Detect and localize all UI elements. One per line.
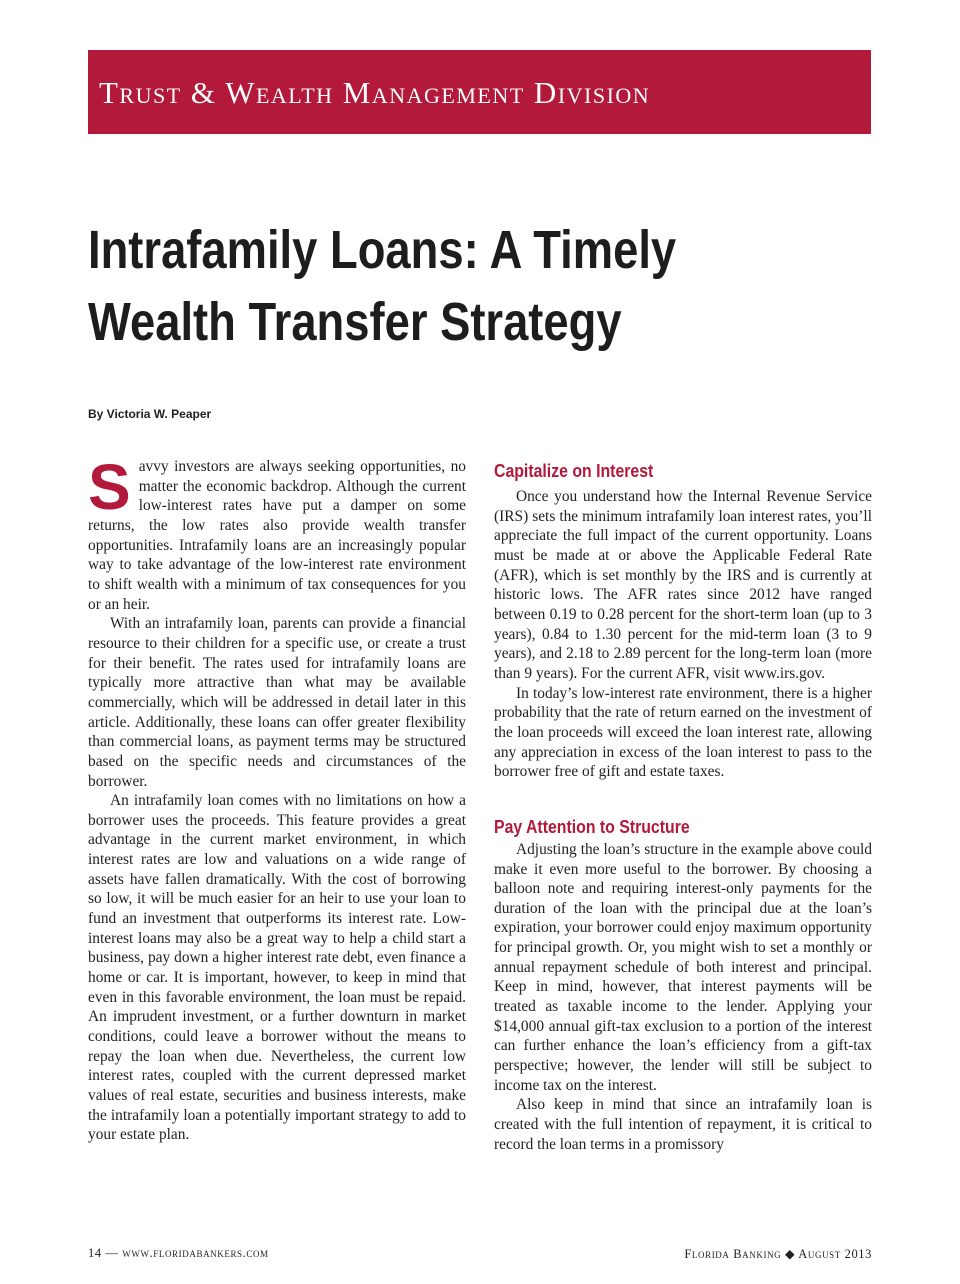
footer-page-info: 14 — www.floridabankers.com [88, 1246, 269, 1260]
paragraph-4: Once you understand how the Internal Revenue Service (IRS) sets the minimum intrafamily loan interest rates, you’ll appreciate the full impact of the current opportunity. Loans must be made at or above the Applicable Federal Rate (AFR), which is set monthly by the IRS and is currently at historic lows. The AFR rates since 2012 have ranged between 0.19 to 0.28 percent for the short-term loan (up to 3 years), 0.84 to 1.30 percent for the mid-term loan (3 to 9 years), and 2.18 to 2.89 percent for the long-term loan (more than 9 years). For the current AFR, visit www.irs.gov. [494, 488, 872, 682]
right-column [494, 457, 872, 1154]
drop-cap: S [88, 451, 131, 523]
paragraph-6: Adjusting the loan’s structure in the example above could make it even more useful to the borrower. By choosing a balloon note and requiring interest-only payments for the duration of the loan with the principal due at the loan’s expiration, your borrower could enjoy maximum opportunity for principal growth. Or, you might wish to set a monthly or annual repayment schedule of both interest and principal. Keep in mind, however, that interest payments will be treated as taxable income to the lender. Applying your $14,000 annual gift-tax exclusion to a portion of the interest can further enhance the loan’s efficiency from a gift-tax perspective; however, the lender will still be subject to income tax on the interest. [494, 840, 872, 1094]
division-banner [88, 50, 871, 134]
paragraph-7: Also keep in mind that since an intrafamily loan is created with the full intention of repayment, it is critical to record the loan terms in a promissory [494, 1096, 872, 1153]
paragraph-1 [88, 451, 466, 614]
title-line-1: Intrafamily Loans: A Timely [88, 220, 677, 280]
paragraph-3: An intrafamily loan comes with no limitations on how a borrower uses the proceeds. This feature provides a great advantage in the current market environment, in which interest rates are low and valuations on a wide range of assets have fallen dramatically. With the cost of borrowing so low, it will be much easier for an heir to use your loan to fund an investment that outperforms its interest rate. Low-interest loans may also be a great way to help a child start a business, pay down a higher interest rate debt, even finance a home or car. It is important, however, to keep in mind that even in this favorable environment, the loan must be repaid. An imprudent investment, or a further downturn in market conditions, could leave a borrower without the means to repay the loan when due. Nevertheless, the current low interest rates, coupled with the current depressed market values of real estate, securities and business interests, make the intrafamily loan a potentially important strategy to add to your estate plan. [88, 792, 466, 1144]
division-title: Trust & Wealth Management Division [99, 75, 651, 110]
paragraph-2: With an intrafamily loan, parents can provide a financial resource to their children for a specific use, or create a trust for their benefit. The rates used for intrafamily loans are typically more attractive than what may be available commercially, which will be addressed in detail later in this article. Additionally, these loans can offer greater flexibility than commercial loans, as payment terms may be structured based on the specific needs and circumstances of the borrower. [88, 615, 466, 790]
article-title [88, 214, 760, 358]
subhead-capitalize-on-interest: Capitalize on Interest [494, 461, 654, 481]
paragraph-1-text: avvy investors are always seeking opportunities, no matter the economic backdrop. Although the current low-interest rates have put a damper on some returns, the low rates also provide wealth transfer opportunities. Intrafamily loans are an increasingly popular way to take advantage of the low-interest rate environment to shift wealth with a minimum of tax consequences for you or an heir. [88, 458, 466, 613]
footer-publication: Florida Banking ◆ August 2013 [684, 1247, 872, 1261]
title-line-2: Wealth Transfer Strategy [88, 292, 622, 352]
left-column [88, 451, 466, 1145]
paragraph-5: In today’s low-interest rate environment, there is a higher probability that the rate of return earned on the investment of the loan proceeds will exceed the loan interest rate, allowing any appreciation in excess of the loan interest to pass to the borrower free of gift and estate taxes. [494, 684, 872, 781]
subhead-pay-attention-to-structure: Pay Attention to Structure [494, 816, 690, 837]
byline: By Victoria W. Peaper [88, 407, 212, 421]
